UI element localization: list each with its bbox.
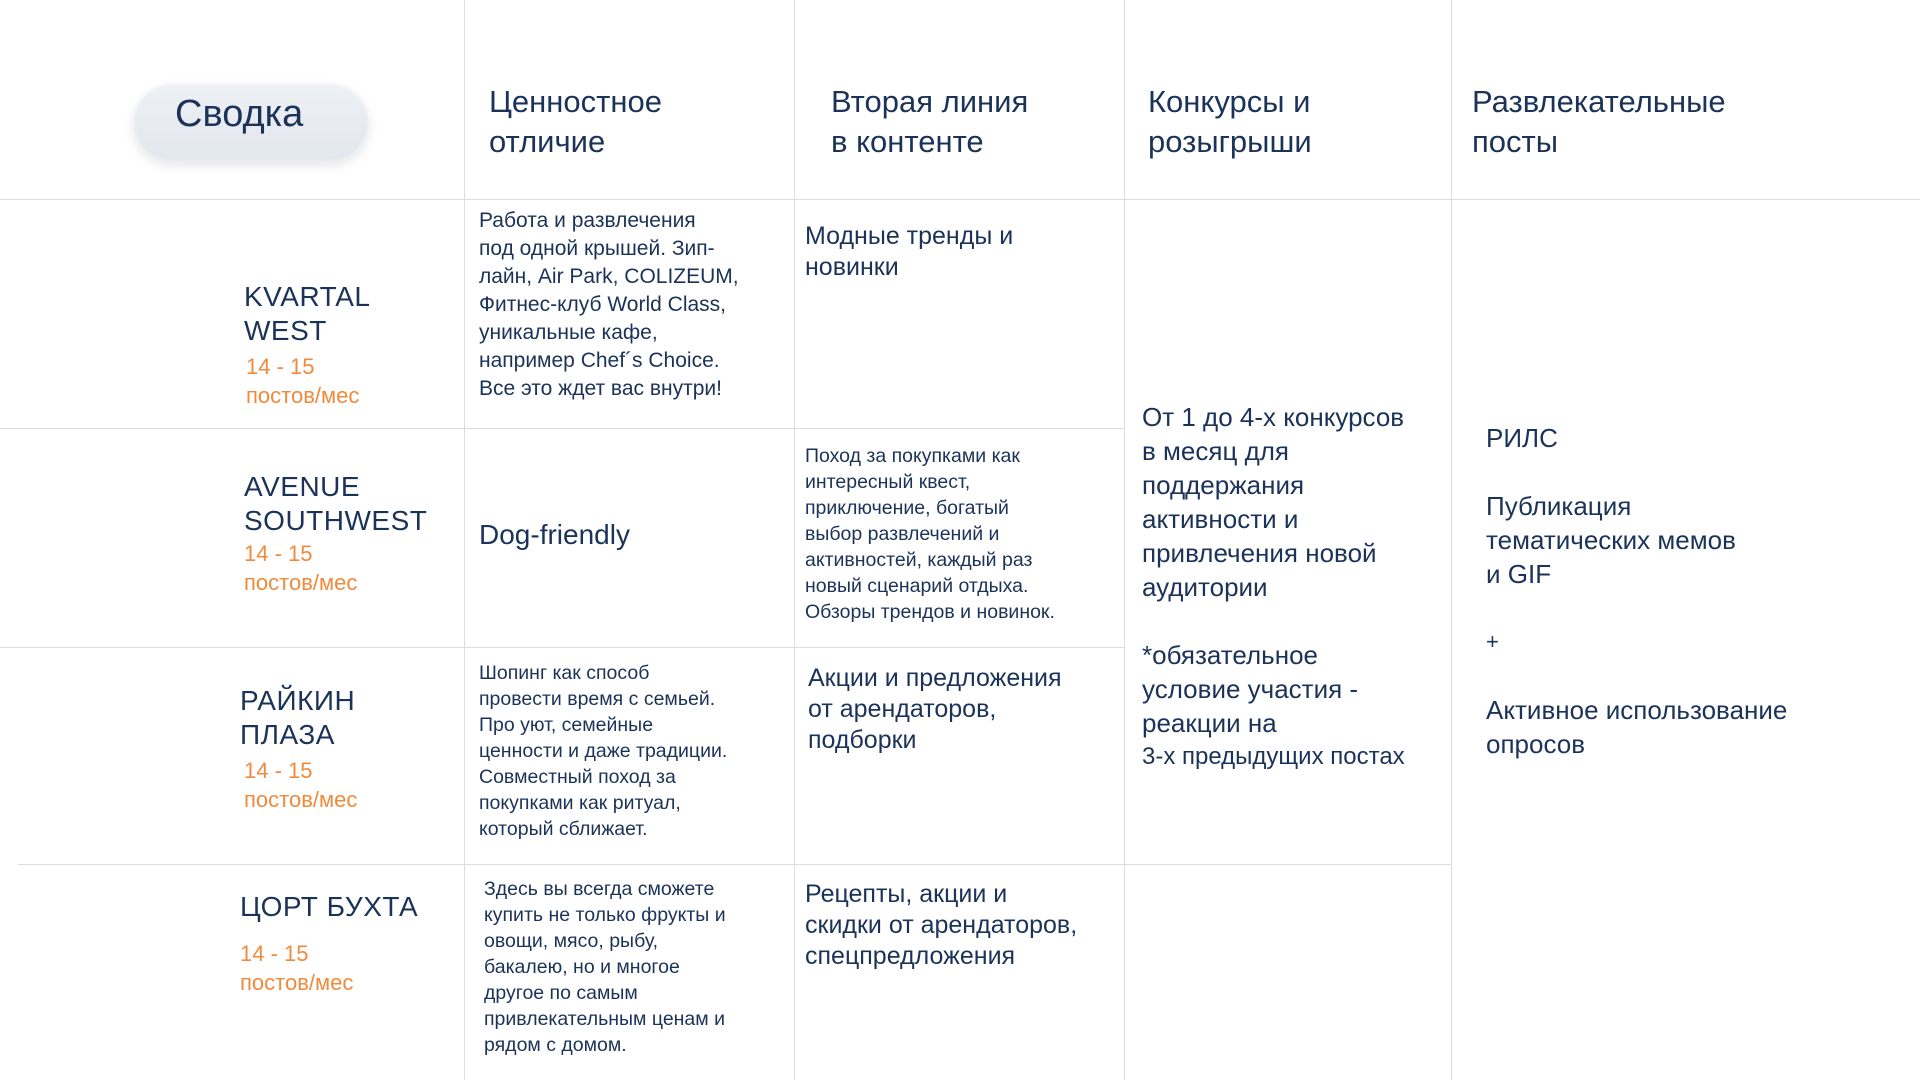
contests-line: поддержания (1142, 470, 1305, 500)
mall-name (240, 684, 355, 752)
value-cell-line: купить не только фрукты и (484, 904, 726, 926)
value-cell-line: например Chef´s Choice. (479, 349, 720, 372)
contests-line: привлечения новой (1142, 538, 1377, 568)
value-cell-line: Все это ждет вас внутри! (479, 377, 722, 400)
value-cell-line: Работа и развлечения (479, 209, 696, 232)
value-cell-line: лайн, Air Park, COLIZEUM, (479, 265, 739, 288)
contests-cell (1142, 400, 1405, 774)
header-entertainment-line: посты (1472, 124, 1559, 159)
second-line-cell (805, 879, 1077, 972)
header-value-line: отличие (489, 124, 606, 159)
mall-name-line: РАЙКИН (240, 685, 356, 716)
mall-post-count-line: постов/мес (244, 570, 358, 595)
contests-line: *обязательное (1142, 640, 1318, 670)
value-cell-line: покупками как ритуал, (479, 792, 681, 814)
header-second-line-line: в контенте (831, 124, 984, 159)
second-line-cell-line: Акции и предложения (808, 664, 1062, 692)
value-cell-line: Фитнес-клуб World Class, (479, 293, 726, 316)
entertainment-line: РИЛС (1486, 423, 1558, 453)
second-line-cell (805, 443, 1055, 625)
mall-post-count (244, 756, 357, 814)
second-line-cell-line: Рецепты, акции и (805, 880, 1008, 908)
contests-line: активности и (1142, 504, 1299, 534)
header-second-line-line: Вторая линия (831, 84, 1029, 119)
mall-name-line: SOUTHWEST (244, 505, 428, 536)
mall-post-count-line: 14 - 15 (246, 354, 315, 379)
value-cell-line: другое по самым (484, 982, 638, 1004)
mall-post-count-line: постов/мес (244, 787, 358, 812)
value-cell (479, 518, 630, 552)
header-contests-line: розыгрыши (1148, 124, 1312, 159)
value-cell (479, 207, 739, 403)
second-line-cell-line: новинки (805, 253, 899, 281)
mall-name-line: AVENUE (244, 471, 361, 502)
value-cell (484, 876, 726, 1058)
contests-line (1142, 604, 1405, 638)
contests-line: От 1 до 4-х конкурсов (1142, 402, 1405, 432)
value-cell-line: рядом с домом. (484, 1034, 627, 1056)
value-cell-line: Про уют, семейные (479, 714, 654, 736)
value-cell-line: Dog-friendly (479, 519, 630, 550)
mall-name-line: KVARTAL (244, 281, 371, 312)
mall-name (240, 890, 418, 924)
value-cell-line: бакалею, но и многое (484, 956, 680, 978)
value-cell-line: Шопинг как способ (479, 662, 650, 684)
header-value (489, 82, 662, 162)
second-line-cell-line: приключение, богатый (805, 497, 1009, 519)
value-cell (479, 660, 727, 842)
mall-post-count-line: 14 - 15 (244, 541, 313, 566)
row-divider (0, 647, 1124, 648)
contests-line: реакции на (1142, 708, 1277, 738)
entertainment-cell (1486, 421, 1787, 761)
mall-post-count (240, 939, 353, 997)
column-divider (1451, 0, 1452, 1080)
mall-post-count-line: 14 - 15 (240, 941, 309, 966)
entertainment-line: тематических мемов (1486, 525, 1736, 555)
value-cell-line: который сближает. (479, 818, 648, 840)
header-contests-line: Конкурсы и (1148, 84, 1311, 119)
contests-line: аудитории (1142, 572, 1268, 602)
mall-name-line: ЦОРТ БУХТА (240, 891, 419, 922)
mall-post-count (244, 539, 357, 597)
mall-post-count (246, 352, 359, 410)
column-divider (464, 0, 465, 1080)
row-divider (0, 428, 1124, 429)
row-divider (18, 864, 1451, 865)
mall-name-line: WEST (244, 315, 327, 346)
mall-name-line: ПЛАЗА (240, 719, 335, 750)
header-divider (0, 199, 1920, 200)
contests-line: в месяц для (1142, 436, 1289, 466)
mall-post-count-line: постов/мес (240, 970, 354, 995)
header-entertainment-line: Развлекательные (1472, 84, 1726, 119)
second-line-cell-line: новый сценарий отдыха. (805, 575, 1029, 597)
second-line-cell-line: активностей, каждый раз (805, 549, 1033, 571)
entertainment-line: + (1486, 629, 1499, 654)
entertainment-line (1486, 455, 1787, 489)
value-cell-line: Совместный поход за (479, 766, 676, 788)
entertainment-line: Активное использование (1486, 695, 1788, 725)
value-cell-line: привлекательным ценам и (484, 1008, 725, 1030)
second-line-cell-line: Обзоры трендов и новинок. (805, 601, 1055, 623)
second-line-cell-line: выбор развлечений и (805, 523, 1000, 545)
header-second-line (831, 82, 1028, 162)
entertainment-line (1486, 659, 1787, 693)
second-line-cell (805, 221, 1013, 283)
column-divider (1124, 0, 1125, 1080)
entertainment-line: и GIF (1486, 559, 1552, 589)
contests-line: условие участия - (1142, 674, 1359, 704)
value-cell-line: овощи, мясо, рыбу, (484, 930, 659, 952)
second-line-cell-line: Модные тренды и (805, 222, 1014, 250)
value-cell-line: провести время с семьей. (479, 688, 716, 710)
second-line-cell-line: интересный квест, (805, 471, 971, 493)
header-value-line: Ценностное (489, 84, 662, 119)
mall-post-count-line: 14 - 15 (244, 758, 313, 783)
second-line-cell-line: скидки от арендаторов, (805, 911, 1078, 939)
second-line-cell-line: спецпредложения (805, 942, 1016, 970)
contests-line: 3-х предыдущих постах (1142, 743, 1405, 770)
entertainment-line (1486, 591, 1787, 625)
value-cell-line: ценности и даже традиции. (479, 740, 728, 762)
header-entertainment (1472, 82, 1726, 162)
header-contests (1148, 82, 1312, 162)
mall-name (244, 280, 370, 348)
column-divider (794, 0, 795, 1080)
second-line-cell (808, 663, 1062, 756)
value-cell-line: Здесь вы всегда сможете (484, 878, 715, 900)
value-cell-line: уникальные кафе, (479, 321, 658, 344)
value-cell-line: под одной крышей. Зип- (479, 237, 715, 260)
mall-post-count-line: постов/мес (246, 383, 360, 408)
second-line-cell-line: от арендаторов, (808, 695, 997, 723)
second-line-cell-line: Поход за покупками как (805, 445, 1020, 467)
entertainment-line: Публикация (1486, 491, 1632, 521)
mall-name (244, 470, 427, 538)
summary-badge-label: Сводка (175, 93, 304, 135)
entertainment-line: опросов (1486, 729, 1586, 759)
second-line-cell-line: подборки (808, 726, 917, 754)
